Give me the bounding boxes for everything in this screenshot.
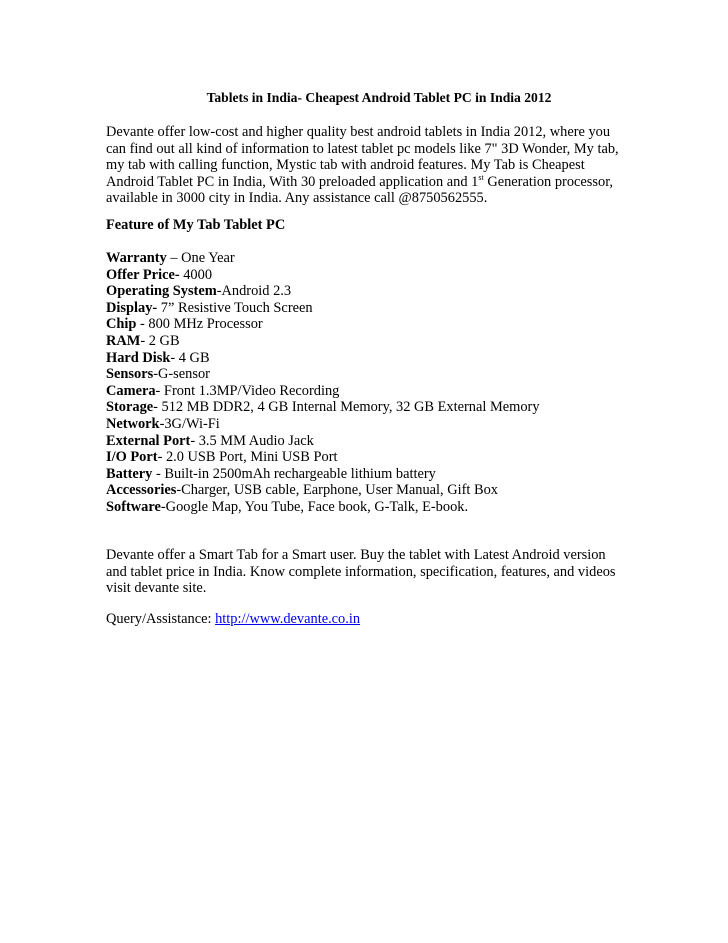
feature-label: Camera bbox=[106, 382, 156, 399]
feature-value: 7” Resistive Touch Screen bbox=[157, 299, 313, 316]
outro-line-3: visit devante site. bbox=[106, 580, 207, 597]
intro-line-2: can find out all kind of information to latest tablet pc models like 7" 3D Wonder, My tab, bbox=[106, 140, 619, 157]
feature-value: - Front 1.3MP/Video Recording bbox=[155, 382, 340, 399]
document-title: Tablets in India- Cheapest Android Tablet PC in India 2012 bbox=[206, 90, 552, 105]
query-line bbox=[106, 611, 360, 628]
feature-label: I/O Port bbox=[106, 449, 158, 466]
feature-row bbox=[106, 383, 646, 400]
feature-label: Hard Disk bbox=[106, 349, 171, 366]
feature-label: RAM bbox=[106, 332, 141, 349]
ordinal-suffix: st bbox=[478, 172, 484, 182]
feature-value: - 3.5 MM Audio Jack bbox=[190, 432, 314, 449]
query-label: Query/Assistance: bbox=[106, 611, 216, 627]
outro-paragraph bbox=[106, 547, 636, 597]
feature-row bbox=[106, 333, 646, 350]
feature-row bbox=[106, 316, 646, 333]
intro-line-4-rest: Generation processor, bbox=[483, 173, 614, 190]
intro-line-1: Devante offer low-cost and higher quality best android tablets in India 2012, where you bbox=[106, 124, 611, 140]
feature-row bbox=[106, 300, 646, 317]
feature-label: Sensors bbox=[106, 366, 154, 383]
feature-value: - Built-in 2500mAh rechargeable lithium battery bbox=[152, 465, 436, 482]
feature-label: Battery bbox=[106, 465, 153, 482]
feature-row bbox=[106, 416, 646, 433]
intro-line-5: available in 3000 city in India. Any assistance call @8750562555. bbox=[106, 190, 488, 207]
feature-label: Warranty bbox=[106, 250, 167, 266]
feature-row bbox=[106, 267, 646, 284]
feature-row bbox=[106, 499, 646, 516]
feature-label: Chip bbox=[106, 316, 137, 333]
feature-value: -Charger, USB cable, Earphone, User Manual, Gift Box bbox=[176, 482, 498, 499]
feature-value: - 512 MB DDR2, 4 GB Internal Memory, 32 GB External Memory bbox=[153, 399, 540, 416]
feature-row bbox=[106, 482, 646, 499]
feature-label: Offer Price- bbox=[106, 266, 180, 283]
feature-value: -Google Map, You Tube, Face book, G-Talk, E-book. bbox=[160, 498, 469, 515]
intro-line-3: my tab with calling function, Mystic tab with android features. My Tab is Cheapest bbox=[106, 157, 585, 174]
feature-list bbox=[106, 250, 646, 516]
feature-value: - 2 GB bbox=[140, 332, 180, 349]
feature-row bbox=[106, 350, 646, 367]
feature-label: Accessories bbox=[106, 482, 177, 499]
feature-row bbox=[106, 366, 646, 383]
feature-row bbox=[106, 449, 646, 466]
feature-value: 4000 bbox=[179, 266, 213, 283]
feature-row bbox=[106, 433, 646, 450]
feature-value: -3G/Wi-Fi bbox=[159, 415, 220, 432]
feature-value: - 4 GB bbox=[170, 349, 210, 366]
feature-label: Operating System bbox=[106, 283, 217, 300]
intro-line-4 bbox=[106, 174, 626, 191]
feature-value: - 2.0 USB Port, Mini USB Port bbox=[157, 449, 338, 466]
feature-value: -Android 2.3 bbox=[216, 283, 292, 300]
outro-line-2: and tablet price in India. Know complete information, specification, features, and videos bbox=[106, 563, 616, 580]
intro-paragraph bbox=[106, 124, 626, 207]
feature-label: Network bbox=[106, 415, 160, 432]
feature-label: External Port bbox=[106, 432, 191, 449]
feature-label: Software bbox=[106, 498, 161, 515]
devante-website-link[interactable]: http://www.devante.co.in bbox=[215, 611, 361, 627]
feature-label: Storage bbox=[106, 399, 154, 416]
feature-value: - 800 MHz Processor bbox=[136, 316, 263, 333]
feature-value: -G-sensor bbox=[153, 366, 210, 383]
outro-line-1: Devante offer a Smart Tab for a Smart user. Buy the tablet with Latest Android version bbox=[106, 547, 606, 563]
feature-row bbox=[106, 250, 646, 267]
feature-heading: Feature of My Tab Tablet PC bbox=[106, 217, 286, 233]
feature-row bbox=[106, 466, 646, 483]
feature-row bbox=[106, 399, 646, 416]
intro-line-4-text: Android Tablet PC in India, With 30 preloaded application and 1 bbox=[106, 173, 479, 190]
feature-row bbox=[106, 283, 646, 300]
feature-value: – One Year bbox=[166, 250, 235, 266]
feature-label: Display- bbox=[106, 299, 158, 316]
